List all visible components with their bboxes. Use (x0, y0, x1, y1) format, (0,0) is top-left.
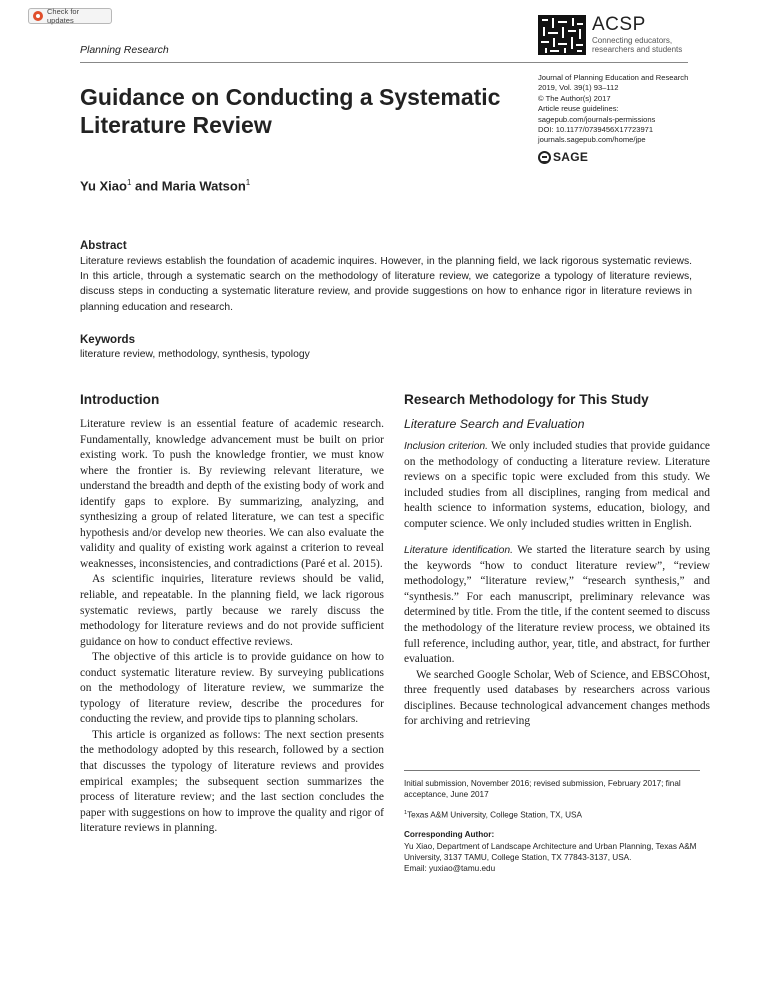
header-divider (80, 62, 688, 63)
abstract-text: Literature reviews establish the foundation of academic inquires. However, in the planning field, we lack rigorous systematic reviews. In this article, through a systematic search on the methodology of literature review, we categorize a typology of literature reviews, discuss steps in conducting a systematic literature review, and provide suggestions on how to enhance rigor in literature reviews in planning education and research. (80, 256, 692, 313)
paragraph: As scientific inquiries, literature reviews should be valid, reliable, and repeatable. In the planning field, we lack rigorous systematic reviews, partly because we rarely discuss the methodology for literature reviews and do not provide sufficient guidance on how to conduct effective reviews. (80, 573, 384, 648)
corresponding-author-address: Yu Xiao, Department of Landscape Architecture and Urban Planning, Texas A&M University, 3137 TAMU, College Station, TX 77843-3137, USA. (404, 841, 697, 862)
journal-volume: 2019, Vol. 39(1) 93–112 (538, 83, 619, 93)
left-column (80, 392, 384, 837)
journal-homepage-link[interactable]: journals.sagepub.com/home/jpe (538, 135, 646, 145)
acsp-logo-tagline: Connecting educators, researchers and students (592, 36, 683, 54)
author-name[interactable]: Maria Watson (161, 178, 246, 194)
submission-dates: Initial submission, November 2016; revised submission, February 2017; final acceptance, June 2017 (404, 779, 681, 800)
permissions-link[interactable]: sagepub.com/journals-permissions (538, 114, 656, 124)
acsp-logo-name: ACSP (592, 14, 646, 35)
affiliation: $^1$Texas A&M University, College Station, TX, USA (404, 810, 582, 821)
article-title: Guidance on Conducting a Systematic Literature Review (80, 84, 501, 138)
journal-name: Journal of Planning Education and Research (538, 73, 689, 82)
check-for-updates-label: Check for updates (47, 7, 80, 25)
paragraph: Inclusion criterion. We only included studies that provide guidance on the methodology of conducting a literature review. Literature reviews on a specific topic were excluded from this study. We included studies from all disciplines, ranging from medical and health science to information systems, education, biology, and computer science. We only included studies written in English. (404, 440, 710, 530)
keywords-text: literature review, methodology, synthesis, typology (80, 349, 310, 360)
corresponding-author (404, 829, 704, 874)
acsp-logo-icon (538, 15, 586, 55)
right-column (404, 392, 710, 730)
author-name[interactable]: Yu Xiao (80, 178, 127, 194)
reuse-guidelines: Article reuse guidelines: (538, 104, 619, 114)
run-in-heading: Inclusion criterion. (404, 441, 489, 452)
sage-logo: SAGE (538, 150, 588, 164)
journal-section-label: Planning Research (80, 44, 169, 56)
abstract-heading: Abstract (80, 240, 127, 252)
doi-link[interactable]: DOI: 10.1177/0739456X17723971 (538, 125, 654, 135)
paragraph: We searched Google Scholar, Web of Science, and EBSCOhost, three frequently used databases by researchers across various disciplines. Because technological advancement changes methods for archiving and retrieving (404, 668, 710, 728)
journal-info (538, 73, 688, 146)
sage-logo-icon (538, 151, 551, 164)
footnote-divider (404, 770, 700, 771)
methodology-heading: Research Methodology for This Study (404, 392, 649, 407)
author-list: Yu Xiao$^1$ and Maria Watson$^1$ (80, 178, 251, 194)
footnotes (404, 778, 704, 874)
search-subheading: Literature Search and Evaluation (404, 417, 585, 431)
corresponding-author-email[interactable]: Email: yuxiao@tamu.edu (404, 863, 496, 873)
run-in-heading: Literature identification. (404, 545, 514, 557)
paragraph: This article is organized as follows: The next section presents the methodology adopted by this research, followed by a section that discusses the typology of literature reviews and provides empirical examples; the subsequent section summarizes the process of literature review; and the last section concludes the paper with suggestions on how to improve the quality and rigor of literature reviews in planning. (80, 728, 384, 835)
introduction-heading: Introduction (80, 392, 160, 407)
paragraph: Literature review is an essential feature of academic research. Fundamentally, knowledge advancement must be built on prior existing work. To push the knowledge frontier, we must know where the frontier is. By reviewing relevant literature, we understand the breadth and depth of the existing body of work and identify gaps to explore. By summarizing, analyzing, and synthesizing a group of related literature, we can test a specific hypothesis and/or develop new theories. We can also evaluate the validity and quality of existing work against a criterion to reveal weaknesses, inconsistencies, and contradictions (Paré et al. 2015). (80, 418, 384, 570)
paragraph: The objective of this article is to provide guidance on how to conduct systematic literature review. By surveying publications on the methodology of literature review, we summarize the typology of literature review, describe the procedures for conducting the review, and provide tips to planning scholars. (80, 651, 384, 726)
corresponding-author-heading: Corresponding Author: (404, 830, 495, 840)
paragraph: Literature identification. We started the literature search by using the keywords “how to conduct literature review”, “review methodology,” “literature review,” “research synthesis,” and “synthesis.” For each manuscript, preliminary relevance was determined by title. From the title, if the content seemed to discuss the methodology of the literature review process, we obtained its full reference, including author, year, title, and abstract, for further evaluation. (404, 544, 710, 666)
keywords-heading: Keywords (80, 334, 135, 346)
check-for-updates-badge[interactable] (28, 8, 112, 24)
copyright: © The Author(s) 2017 (538, 93, 611, 103)
update-icon (33, 11, 43, 21)
